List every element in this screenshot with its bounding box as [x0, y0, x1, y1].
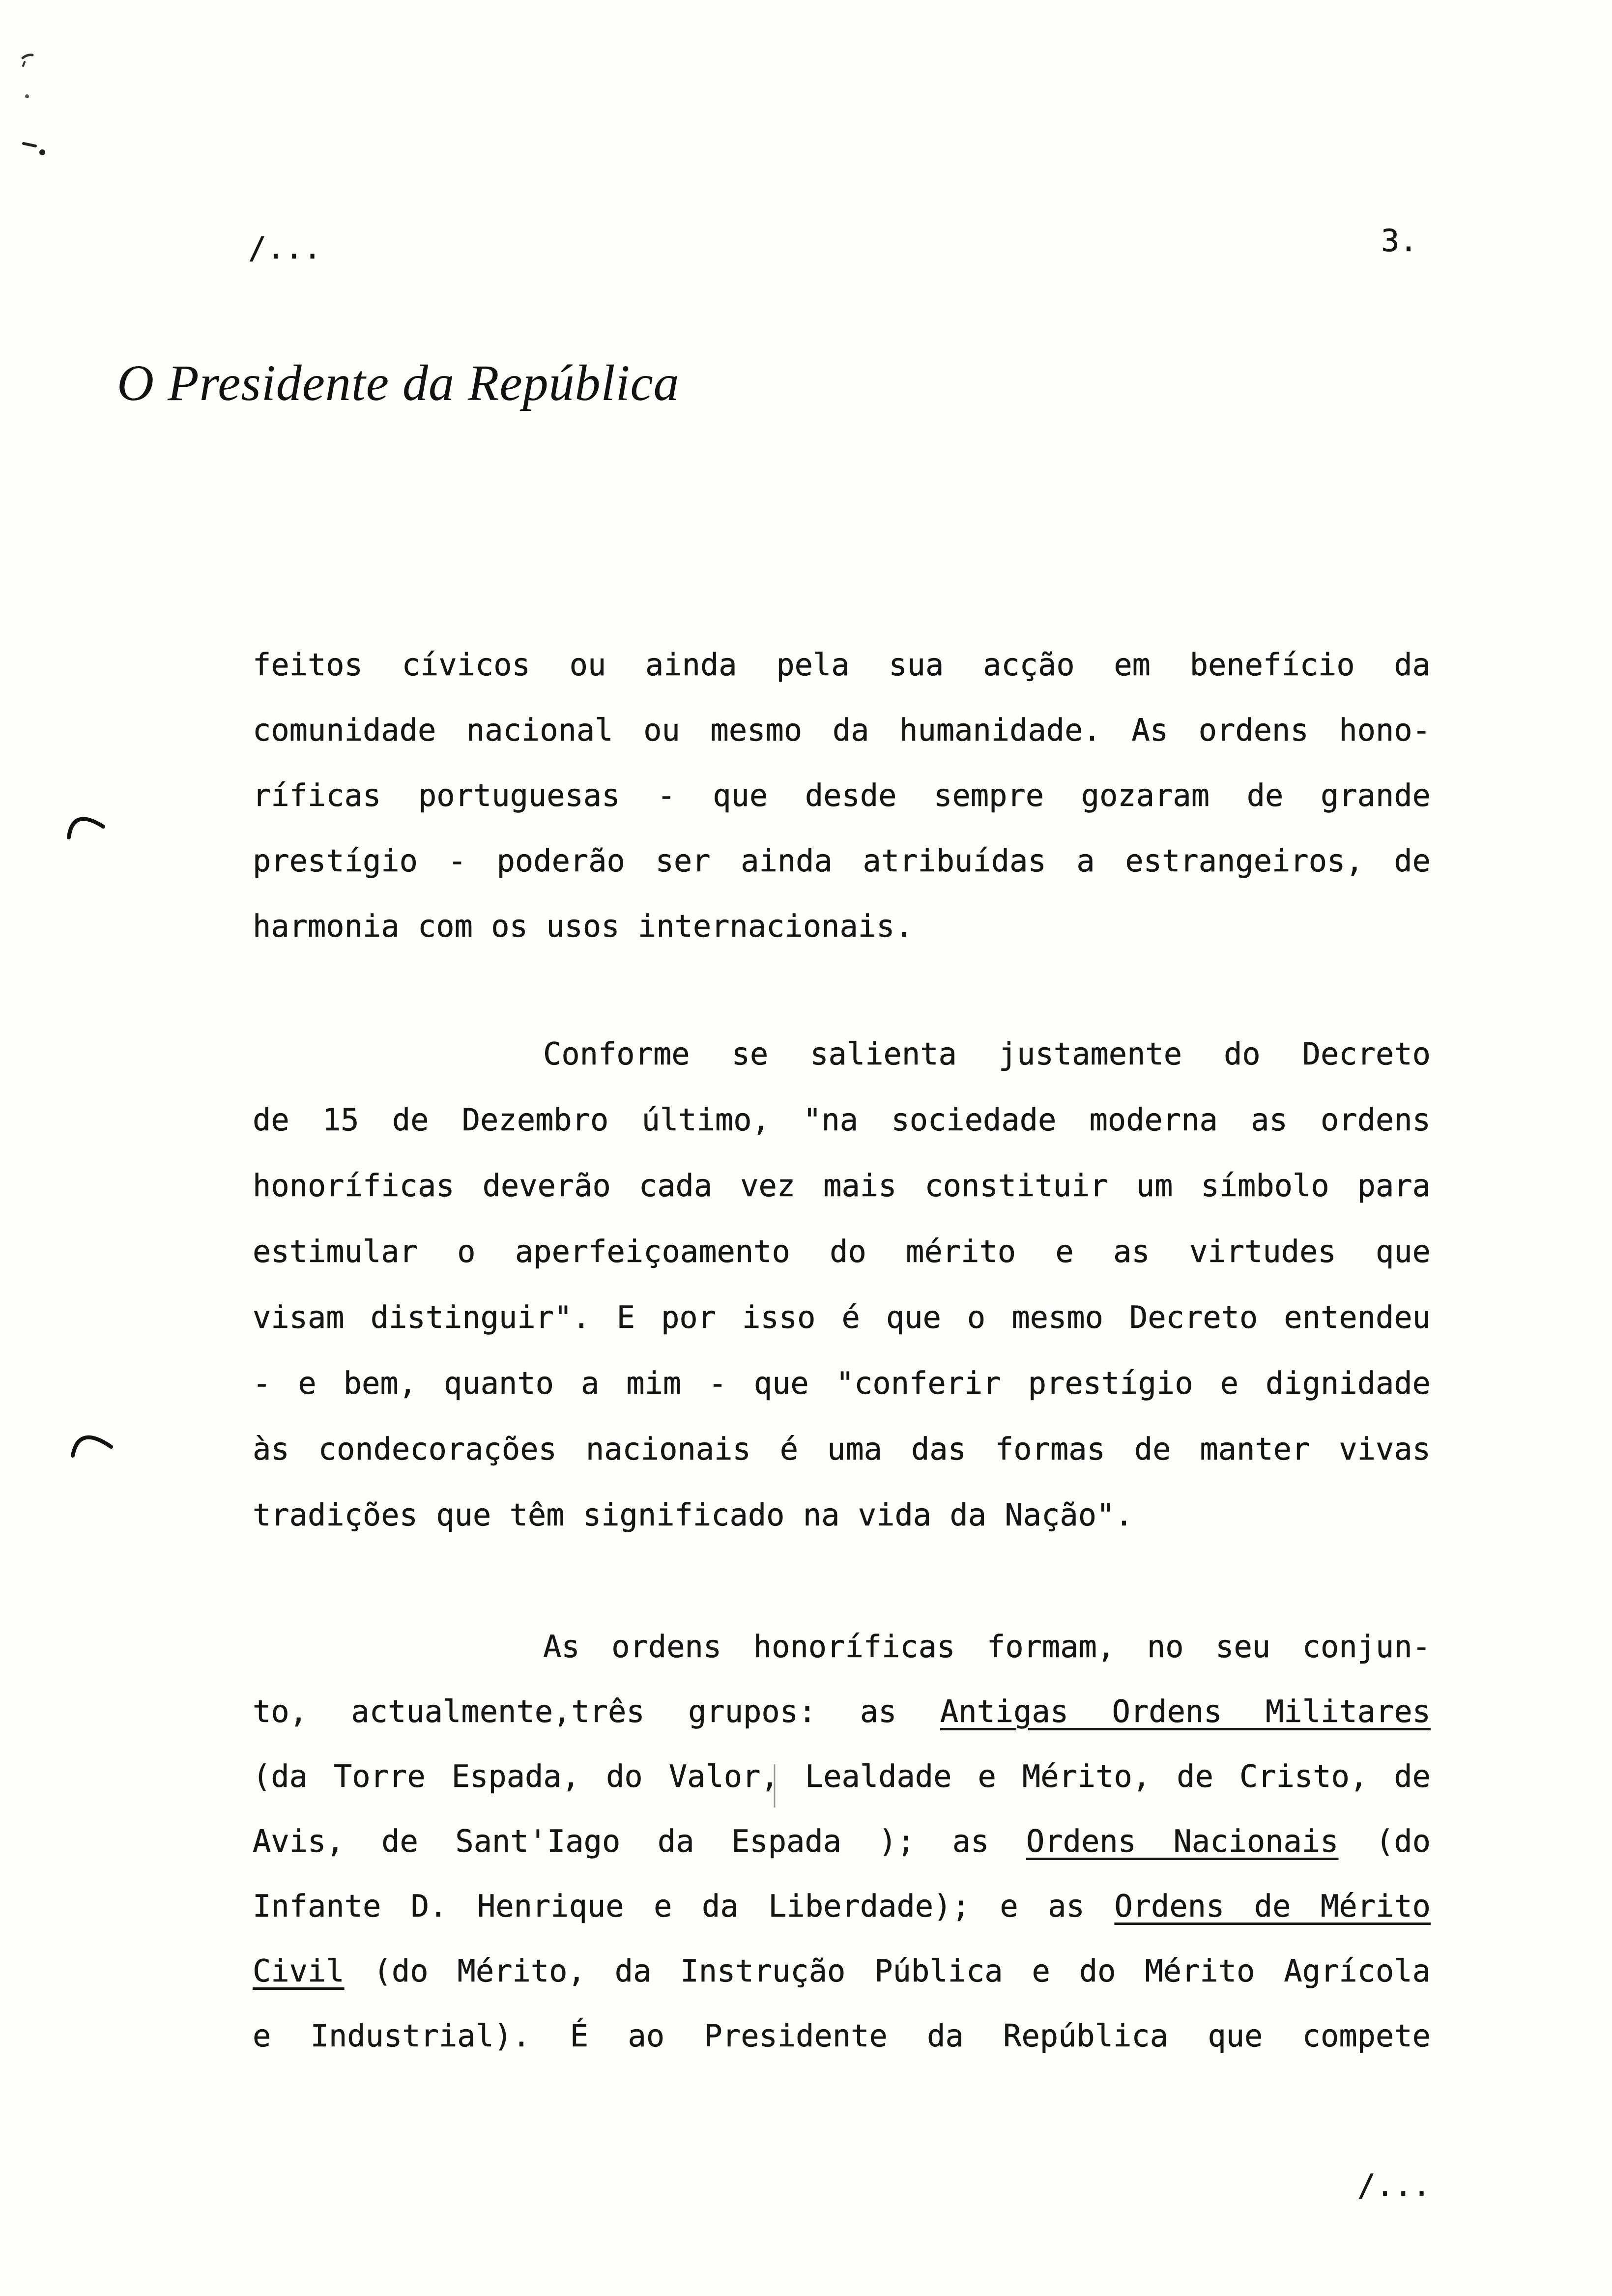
- text-line: e Industrial). É ao Presidente da República que compete: [253, 2018, 1431, 2054]
- page-number: 3.: [1381, 223, 1418, 258]
- speck-mark: [25, 94, 29, 98]
- speck-mark: [23, 55, 32, 58]
- punch-hole-mark: [69, 819, 103, 837]
- underlined-term: Civil: [253, 1953, 345, 1989]
- text-segment: Infante D. Henrique e da Liberdade); e as: [253, 1888, 1115, 1924]
- text-line: As ordens honoríficas formam, no seu conjun-: [543, 1629, 1431, 1665]
- text-line: prestígio - poderão ser ainda atribuídas a estrangeiros, de: [253, 843, 1431, 879]
- text-segment: (do Mérito, da Instrução Pública e do Mérito Agrícola: [344, 1953, 1431, 1989]
- continuation-mark-bottom: /...: [1357, 2167, 1431, 2203]
- text-line: - e bem, quanto a mim - que "conferir prestígio e dignidade: [253, 1365, 1431, 1401]
- text-line: de 15 de Dezembro último, "na sociedade moderna as ordens: [253, 1102, 1431, 1138]
- text-line: harmonia com os usos internacionais.: [253, 908, 913, 944]
- text-line: [253, 1679, 1431, 1744]
- text-line: [253, 1939, 1431, 2004]
- text-line: feitos cívicos ou ainda pela sua acção em benefício da: [253, 647, 1431, 683]
- body-paragraph-1: [253, 632, 1431, 959]
- text-segment: (do: [1338, 1823, 1431, 1859]
- speck-mark: [39, 149, 45, 155]
- underlined-term: Ordens de Mérito: [1114, 1888, 1431, 1924]
- text-line: Conforme se salienta justamente do Decreto: [543, 1036, 1431, 1072]
- speck-mark: [23, 62, 25, 66]
- underlined-term: Antigas Ordens Militares: [940, 1693, 1431, 1729]
- text-segment: to, actualmente,três grupos: as: [253, 1693, 940, 1729]
- speck-mark: [24, 144, 35, 146]
- text-line: honoríficas deverão cada vez mais constituir um símbolo para: [253, 1168, 1431, 1204]
- text-line: [253, 1809, 1431, 1874]
- text-segment: Avis, de Sant'Iago da Espada ); as: [253, 1823, 1027, 1859]
- text-line: comunidade nacional ou mesmo da humanidade. As ordens hono-: [253, 712, 1431, 748]
- text-line: estimular o aperfeiçoamento do mérito e as virtudes que: [253, 1234, 1431, 1269]
- text-line: [253, 1874, 1431, 1939]
- text-line: tradições que têm significado na vida da Nação".: [253, 1497, 1133, 1533]
- text-line: às condecorações nacionais é uma das formas de manter vivas: [253, 1431, 1431, 1467]
- text-line: (da Torre Espada, do Valor, Lealdade e Mérito, de Cristo, de: [253, 1758, 1431, 1794]
- punch-hole-mark: [73, 1437, 111, 1456]
- text-line: ríficas portuguesas - que desde sempre gozaram de grande: [253, 777, 1431, 813]
- body-paragraph-2: [253, 1021, 1431, 1548]
- text-line: visam distinguir". E por isso é que o mesmo Decreto entendeu: [253, 1299, 1431, 1335]
- underlined-term: Ordens Nacionais: [1026, 1823, 1339, 1859]
- continuation-mark-top: /...: [248, 230, 322, 266]
- body-paragraph-3: [253, 1614, 1431, 2068]
- letterhead-title: O Presidente da República: [117, 355, 680, 411]
